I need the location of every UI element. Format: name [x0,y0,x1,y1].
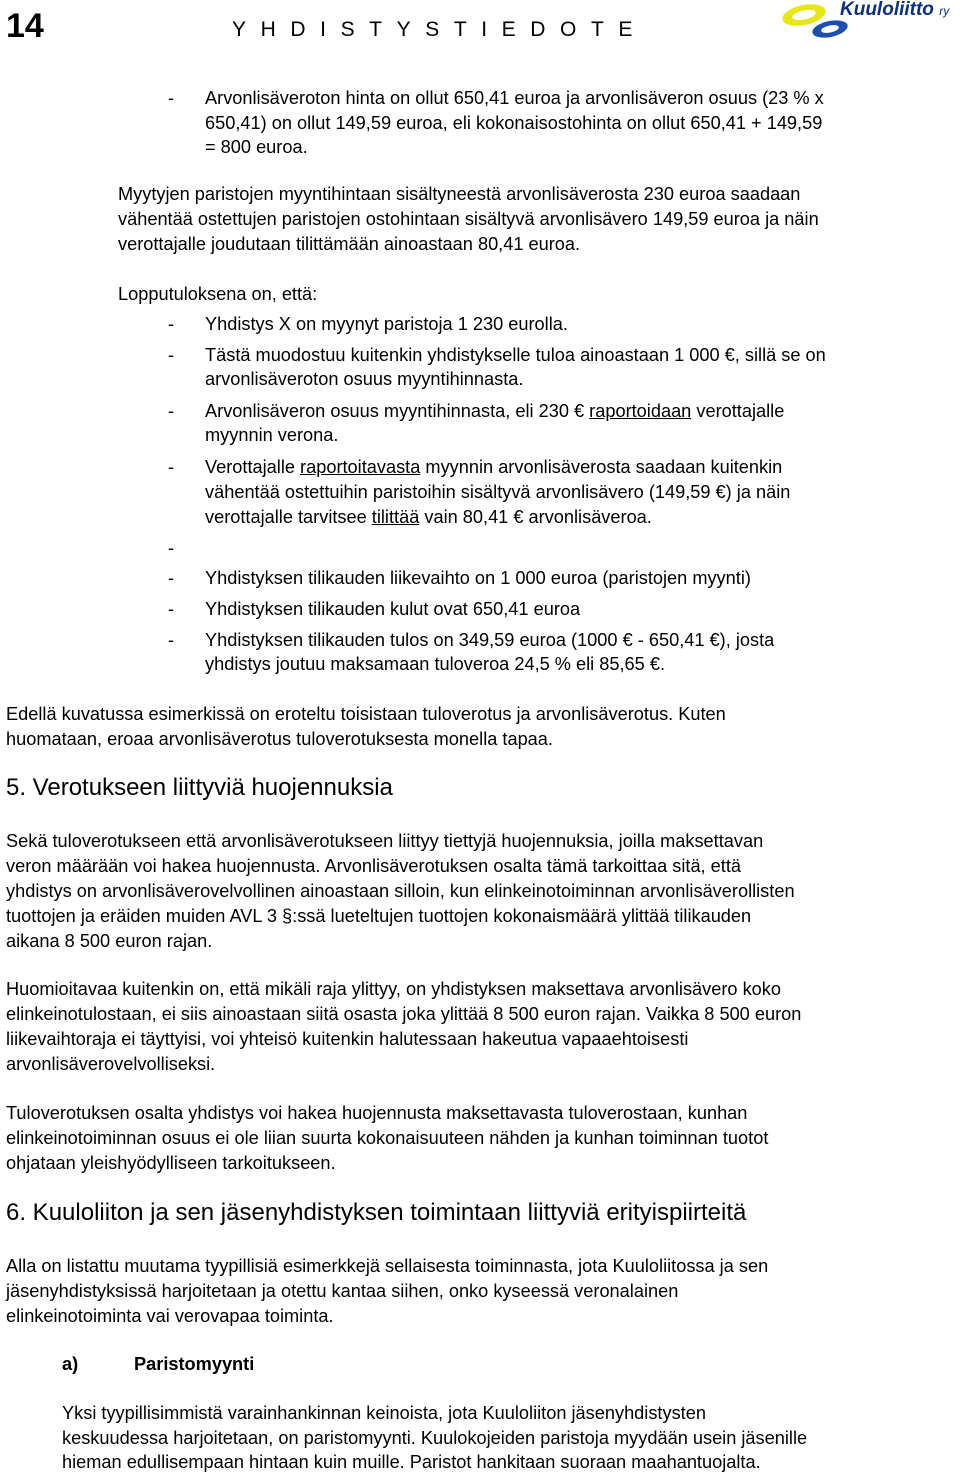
para-line: Yksi tyypillisimmistä varainhankinnan keinoista, jota Kuuloliiton jäsenyhdistysten [62,1403,706,1423]
intro-line-1: Arvonlisäveroton hinta on ollut 650,41 euroa ja arvonlisäveron osuus (23 % x [205,88,824,108]
result-bullet-4-line-2: vähentää ostettuihin paristoihin sisältyvä arvonlisävero (149,59 €) ja näin [205,482,791,502]
para-line: jäsenyhdistyksissä harjoitetaan ja otettu kantaa siihen, onko kyseessä veronalainen [6,1281,679,1301]
underlined-term: raportoitavasta [300,457,421,477]
para-line: arvonlisäverovelvolliseksi. [6,1054,216,1074]
para-line: ohjataan yleishyödylliseen tarkoitukseen. [6,1153,336,1173]
logo-name: Kuuloliitto [840,0,934,20]
newsletter-title: YHDISTYSTIEDOTE [232,18,648,41]
bullet-dash: - [168,457,175,477]
result-bullet-3-line-2: myynnin verona. [205,425,339,445]
bullet-dash: - [168,630,175,650]
result-bullet-8-line-2: yhdistys joutuu maksamaan tuloveroa 24,5 % eli 85,65 €. [205,654,666,674]
para-line: yhdistys on arvonlisäverovelvollinen ainoastaan silloin, kun elinkeinotoiminnan arvonlisäverollisten [6,881,795,901]
result-bullet-7: Yhdistyksen tilikauden kulut ovat 650,41 euroa [205,599,581,619]
intro-line-2: 650,41) on ollut 149,59 euroa, eli kokonaisostohinta on ollut 650,41 + 149,59 [205,113,823,133]
para-line: Myytyjen paristojen myyntihintaan sisältyneestä arvonlisäverosta 230 euroa saadaan [118,184,801,204]
para-line: aikana 8 500 euron rajan. [6,931,213,951]
bullet-dash: - [168,599,175,619]
para-line: verottajalle joudutaan tilittämään ainoastaan 80,41 euroa. [118,234,581,254]
para-line: vähentää ostettujen paristojen ostohintaan sisältyvä arvonlisävero 149,59 euroa ja näin [118,209,819,229]
result-bullet-4-line-3: verottajalle tarvitsee tilittää vain 80,41 € arvonlisäveroa. [205,507,652,527]
bullet-dash: - [168,568,175,588]
subsection-a-marker: a) [62,1354,79,1374]
bullet-dash: - [168,345,175,365]
para-line: Huomioitavaa kuitenkin on, että mikäli raja ylittyy, on yhdistyksen maksettava arvonlisävero koko [6,979,782,999]
logo-suffix: ry [939,4,950,18]
result-bullet-3-line-1: Arvonlisäveron osuus myyntihinnasta, eli 230 € raportoidaan verottajalle [205,401,785,421]
para-line: liikevaihtoraja ei täyttyisi, voi yhteisö kuitenkin halutessaan hakeutua vapaaehtoisesti [6,1029,689,1049]
section-5-heading: 5. Verotukseen liittyviä huojennuksia [6,774,393,801]
underlined-term: raportoidaan [589,401,692,421]
para-line: huomataan, eroaa arvonlisäverotus tuloverotuksesta monella tapaa. [6,729,553,749]
para-line: keskuudessa harjoitetaan, on paristomyynti. Kuulokojeiden paristoja myydään usein jäsenille [62,1428,808,1448]
para-line: Alla on listattu muutama tyypillisiä esimerkkejä sellaisesta toiminnasta, jota Kuuloliitossa ja sen [6,1256,769,1276]
intro-line-3: = 800 euroa. [205,137,308,157]
bullet-dash: - [168,401,175,421]
para-line: Edellä kuvatussa esimerkissä on eroteltu toisistaan tuloverotus ja arvonlisäverotus. Kuten [6,704,726,724]
para-line: hieman edullisempaan hintaan kuin muille. Paristot hankitaan suoraan maahantuojalta. [62,1452,761,1472]
result-bullet-2-line-2: arvonlisäveroton osuus myyntihinnasta. [205,369,524,389]
para-line: Tuloverotuksen osalta yhdistys voi hakea huojennusta maksettavasta tuloverostaan, kunhan [6,1103,748,1123]
section-6-heading: 6. Kuuloliiton ja sen jäsenyhdistyksen toimintaan liittyviä erityispiirteitä [6,1199,747,1226]
para-line: Sekä tuloverotukseen että arvonlisäverotukseen liittyy tiettyjä huojennuksia, joilla maksettavan [6,831,764,851]
result-bullet-8-line-1: Yhdistyksen tilikauden tulos on 349,59 euroa (1000 € - 650,41 €), josta [205,630,775,650]
underlined-term: tilittää [371,507,420,527]
para-line: tuottojen ja eräiden muiden AVL 3 §:ssä lueteltujen tuottojen kokonaismäärä ylittää tilikauden [6,906,752,926]
kuuloliitto-logo [780,0,958,42]
result-bullet-2-line-1: Tästä muodostuu kuitenkin yhdistykselle tuloa ainoastaan 1 000 €, sillä se on [205,345,826,365]
bullet-dash-empty: - [168,538,175,558]
result-bullet-6: Yhdistyksen tilikauden liikevaihto on 1 000 euroa (paristojen myynti) [205,568,751,588]
para-line: veron määrään voi hakea huojennusta. Arvonlisäverotuksen osalta tämä tarkoittaa sitä, että [6,856,742,876]
para-line: elinkeinotoiminta vai verovapaa toiminta. [6,1306,334,1326]
result-bullet-4-line-1: Verottajalle raportoitavasta myynnin arvonlisäverosta saadaan kuitenkin [205,457,783,477]
lopputulos-heading: Lopputuloksena on, että: [118,284,318,304]
subsection-a-title: Paristomyynti [134,1354,255,1374]
bullet-dash: - [168,88,175,108]
para-line: elinkeinotulostaan, ei siis ainoastaan siitä osasta joka ylittää 8 500 euron rajan. Vaikka 8 500 euron [6,1004,802,1024]
page-number: 14 [6,7,44,45]
result-bullet-1: Yhdistys X on myynyt paristoja 1 230 eurolla. [205,314,568,334]
para-line: elinkeinotoiminnan osuus ei ole liian suurta kokonaisuuteen nähden ja kunhan toiminnan tuotot [6,1128,769,1148]
bullet-dash: - [168,314,175,334]
